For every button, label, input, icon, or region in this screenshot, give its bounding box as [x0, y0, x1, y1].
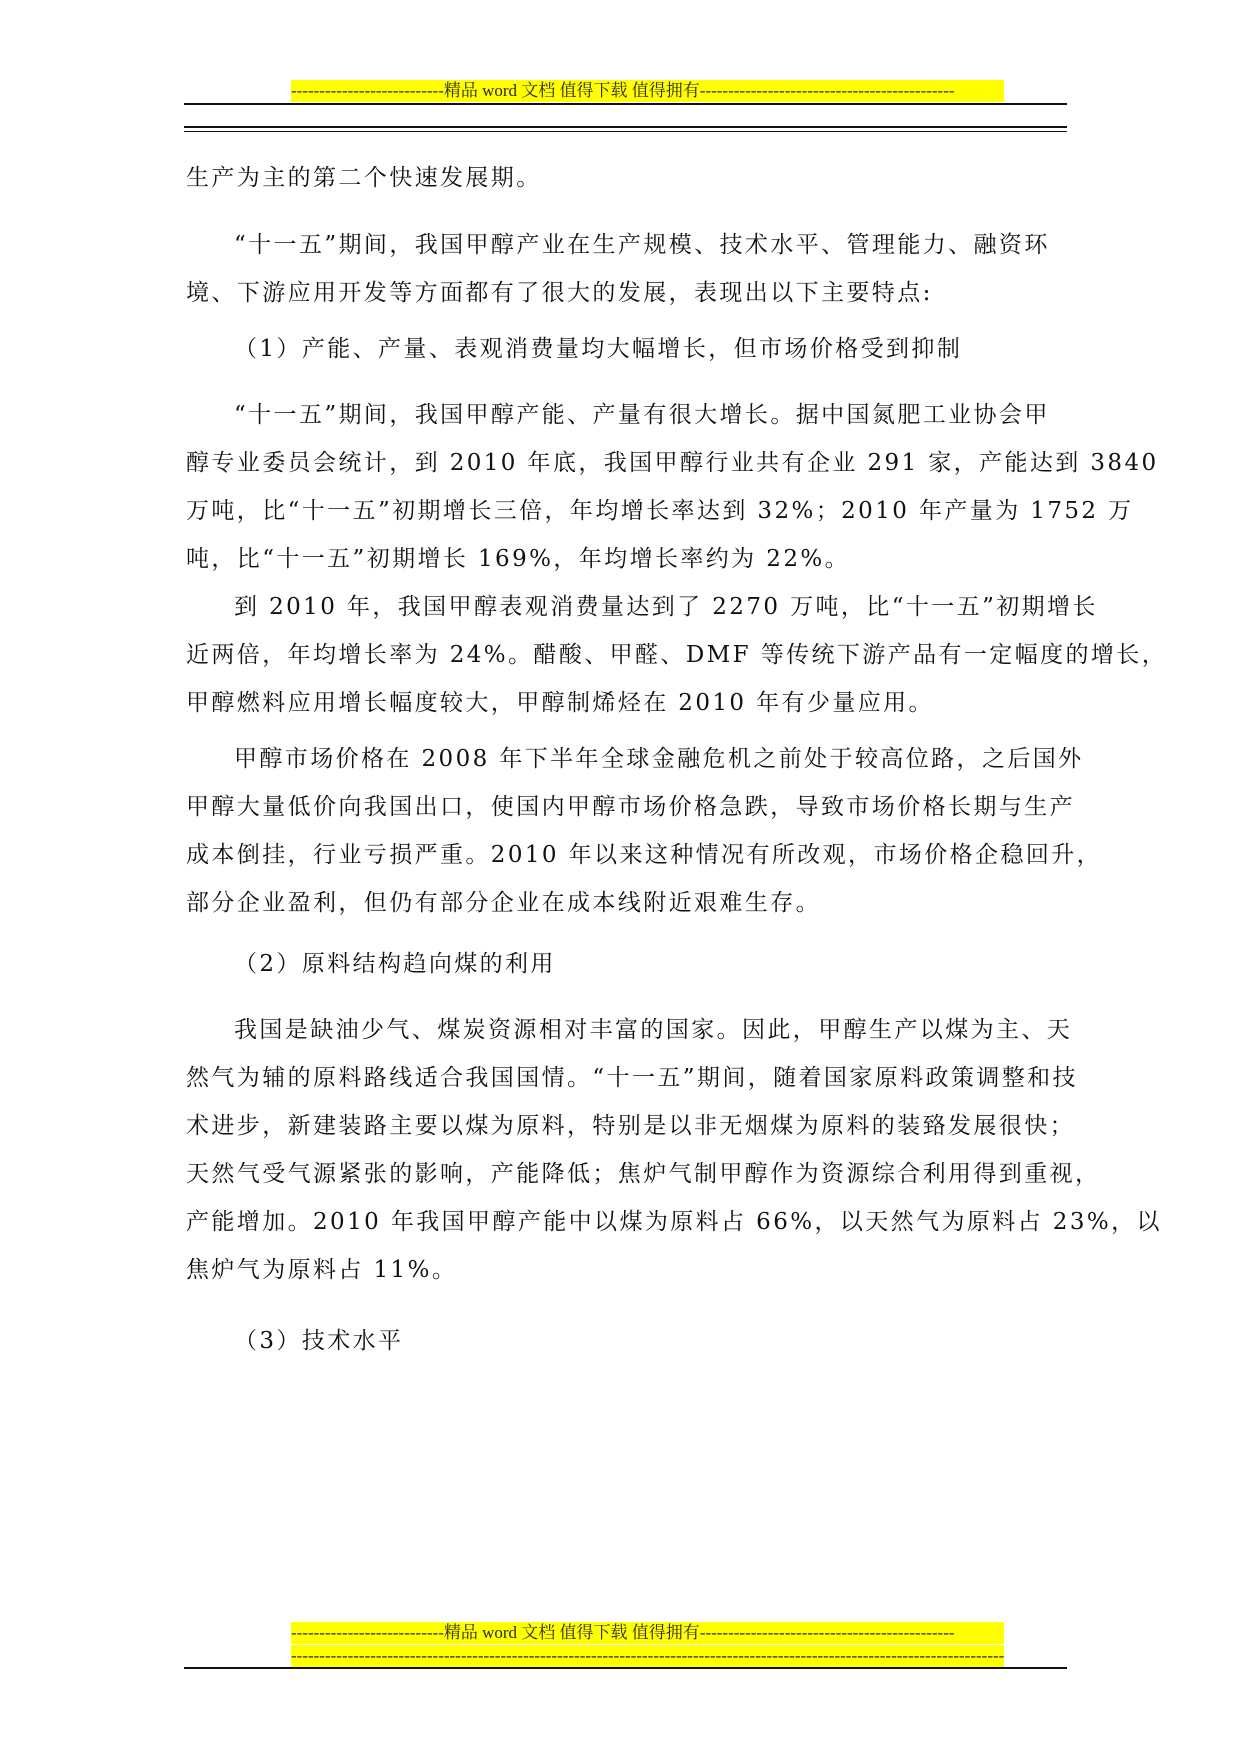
- header-double-rule-bottom: [184, 131, 1067, 132]
- footer-divider: [184, 1667, 1067, 1669]
- section-heading-1: （1）产能、产量、表观消费量均大幅增长，但市场价格受到抑制: [234, 336, 963, 362]
- paragraph-6: 我国是缺油少气、煤炭资源相对丰富的国家。因此，甲醇生产以煤为主、天 然气为辅的原料路线适合我国国情。“十一五”期间，随着国家原料政策调整和技 术进步，新建装路主要以煤为原料，特别是以非无烟煤为原料的装臵发展很快； 天然气受气源紧张的影响，产能降低；焦炉气制甲醇作为资源综合利用得到重视， 产能增加。2010 年我国甲醇产能中以煤为原料占 66%，以天然气为原料占 23%，以 焦炉气为原料占 11%。: [186, 1017, 1162, 1283]
- section-heading-2: （2）原料结构趋向煤的利用: [234, 951, 556, 977]
- footer-dashes: ------------------------------------------------------------------------------------------------------------------------------: [291, 1646, 1004, 1665]
- header-divider: [184, 103, 1067, 105]
- header-double-rule-top: [184, 126, 1067, 128]
- paragraph-2: “十一五”期间，我国甲醇产业在生产规模、技术水平、管理能力、融资环 境、下游应用开发等方面都有了很大的发展，表现出以下主要特点:: [186, 232, 1050, 306]
- paragraph-4: 到 2010 年，我国甲醇表观消费量达到了 2270 万吨，比“十一五”初期增长 近两倍，年均增长率为 24%。醋酸、甲醛、DMF 等传统下游产品有一定幅度的增长， 甲醇燃料应用增长幅度较大，甲醇制烯烃在 2010 年有少量应用。: [186, 594, 1168, 716]
- paragraph-1: 生产为主的第二个快速发展期。: [186, 165, 542, 191]
- header-banner: ---------------------------精品 word 文档 值得下载 值得拥有---------------------------------------------: [291, 80, 1004, 102]
- paragraph-5: 甲醇市场价格在 2008 年下半年全球金融危机之前处于较高位路，之后国外 甲醇大量低价向我国出口，使国内甲醇市场价格急跌，导致市场价格长期与生产 成本倒挂，行业亏损严重。2010 年以来这种情况有所改观，市场价格企稳回升， 部分企业盈利，但仍有部分企业在成本线附近艰难生存。: [186, 746, 1103, 916]
- footer-banner: ---------------------------精品 word 文档 值得下载 值得拥有---------------------------------------------: [291, 1622, 1004, 1644]
- paragraph-3: “十一五”期间，我国甲醇产能、产量有很大增长。据中国氮肥工业协会甲 醇专业委员会统计，到 2010 年底，我国甲醇行业共有企业 291 家，产能达到 3840 万吨，比“十一五”初期增长三倍，年均增长率达到 32%；2010 年产量为 1752 万 吨，比“十一五”初期增长 169%，年均增长率约为 22%。: [186, 402, 1159, 572]
- section-heading-3: （3）技术水平: [234, 1328, 404, 1354]
